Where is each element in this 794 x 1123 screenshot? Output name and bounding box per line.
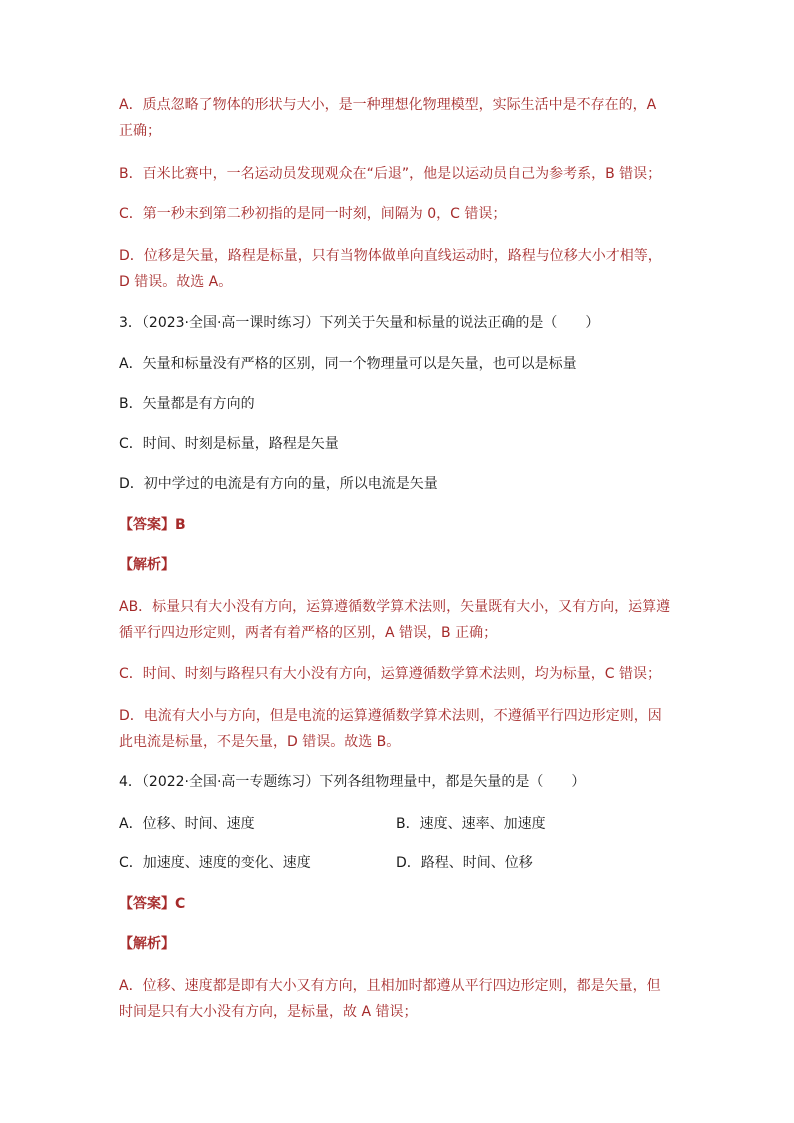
question-3-option-c: C．时间、时刻是标量，路程是矢量 bbox=[119, 436, 339, 452]
question-3-analysis-c: C．时间、时刻与路程只有大小没有方向，运算遵循数学算术法则，均为标量，C 错误； bbox=[119, 666, 661, 682]
question-3-analysis-d-line2: 此电流是标量，不是矢量，D 错误。故选 B。 bbox=[119, 734, 401, 750]
question-3-option-a: A．矢量和标量没有严格的区别，同一个物理量可以是矢量，也可以是标量 bbox=[119, 356, 577, 372]
question-3-option-d: D．初中学过的电流是有方向的量，所以电流是矢量 bbox=[119, 476, 438, 492]
question-3-analysis-label: 【解析】 bbox=[119, 557, 175, 573]
prev-analysis-a-line2: 正确； bbox=[119, 123, 161, 139]
question-3-option-b: B．矢量都是有方向的 bbox=[119, 396, 255, 412]
question-4-analysis-a-line2: 时间是只有大小没有方向，是标量，故 A 错误； bbox=[119, 1004, 418, 1020]
question-4-stem: 4．（2022·全国·高一专题练习）下列各组物理量中，都是矢量的是（ ） bbox=[119, 774, 586, 790]
prev-analysis-a-line1: A．质点忽略了物体的形状与大小，是一种理想化物理模型，实际生活中是不存在的，A bbox=[119, 97, 657, 113]
question-4-answer: 【答案】C bbox=[119, 896, 186, 912]
question-4-option-d: D．路程、时间、位移 bbox=[396, 855, 533, 871]
question-3-answer: 【答案】B bbox=[119, 517, 186, 533]
prev-analysis-c: C．第一秒末到第二秒初指的是同一时刻，间隔为 0，C 错误； bbox=[119, 206, 507, 222]
question-4-option-c: C．加速度、速度的变化、速度 bbox=[119, 855, 311, 871]
prev-analysis-d-line1: D．位移是矢量，路程是标量，只有当物体做单向直线运动时，路程与位移大小才相等， bbox=[119, 248, 662, 264]
prev-analysis-d-line2: D 错误。故选 A。 bbox=[119, 274, 233, 290]
question-4-option-b: B．速度、速率、加速度 bbox=[396, 816, 546, 832]
question-3-stem: 3．（2023·全国·高一课时练习）下列关于矢量和标量的说法正确的是（ ） bbox=[119, 315, 600, 331]
question-3-analysis-ab-line1: AB．标量只有大小没有方向，运算遵循数学算术法则，矢量既有大小，又有方向，运算遵 bbox=[119, 599, 671, 615]
question-4-analysis-a-line1: A．位移、速度都是即有大小又有方向，且相加时都遵从平行四边形定则，都是矢量，但 bbox=[119, 978, 661, 994]
question-4-analysis-label: 【解析】 bbox=[119, 936, 175, 952]
question-3-analysis-d-line1: D．电流有大小与方向，但是电流的运算遵循数学算术法则，不遵循平行四边形定则，因 bbox=[119, 708, 662, 724]
prev-analysis-b: B．百米比赛中，一名运动员发现观众在“后退”，他是以运动员自己为参考系，B 错误； bbox=[119, 166, 662, 182]
question-3-analysis-ab-line2: 循平行四边形定则，两者有着严格的区别，A 错误，B 正确； bbox=[119, 625, 498, 641]
question-4-option-a: A．位移、时间、速度 bbox=[119, 816, 255, 832]
